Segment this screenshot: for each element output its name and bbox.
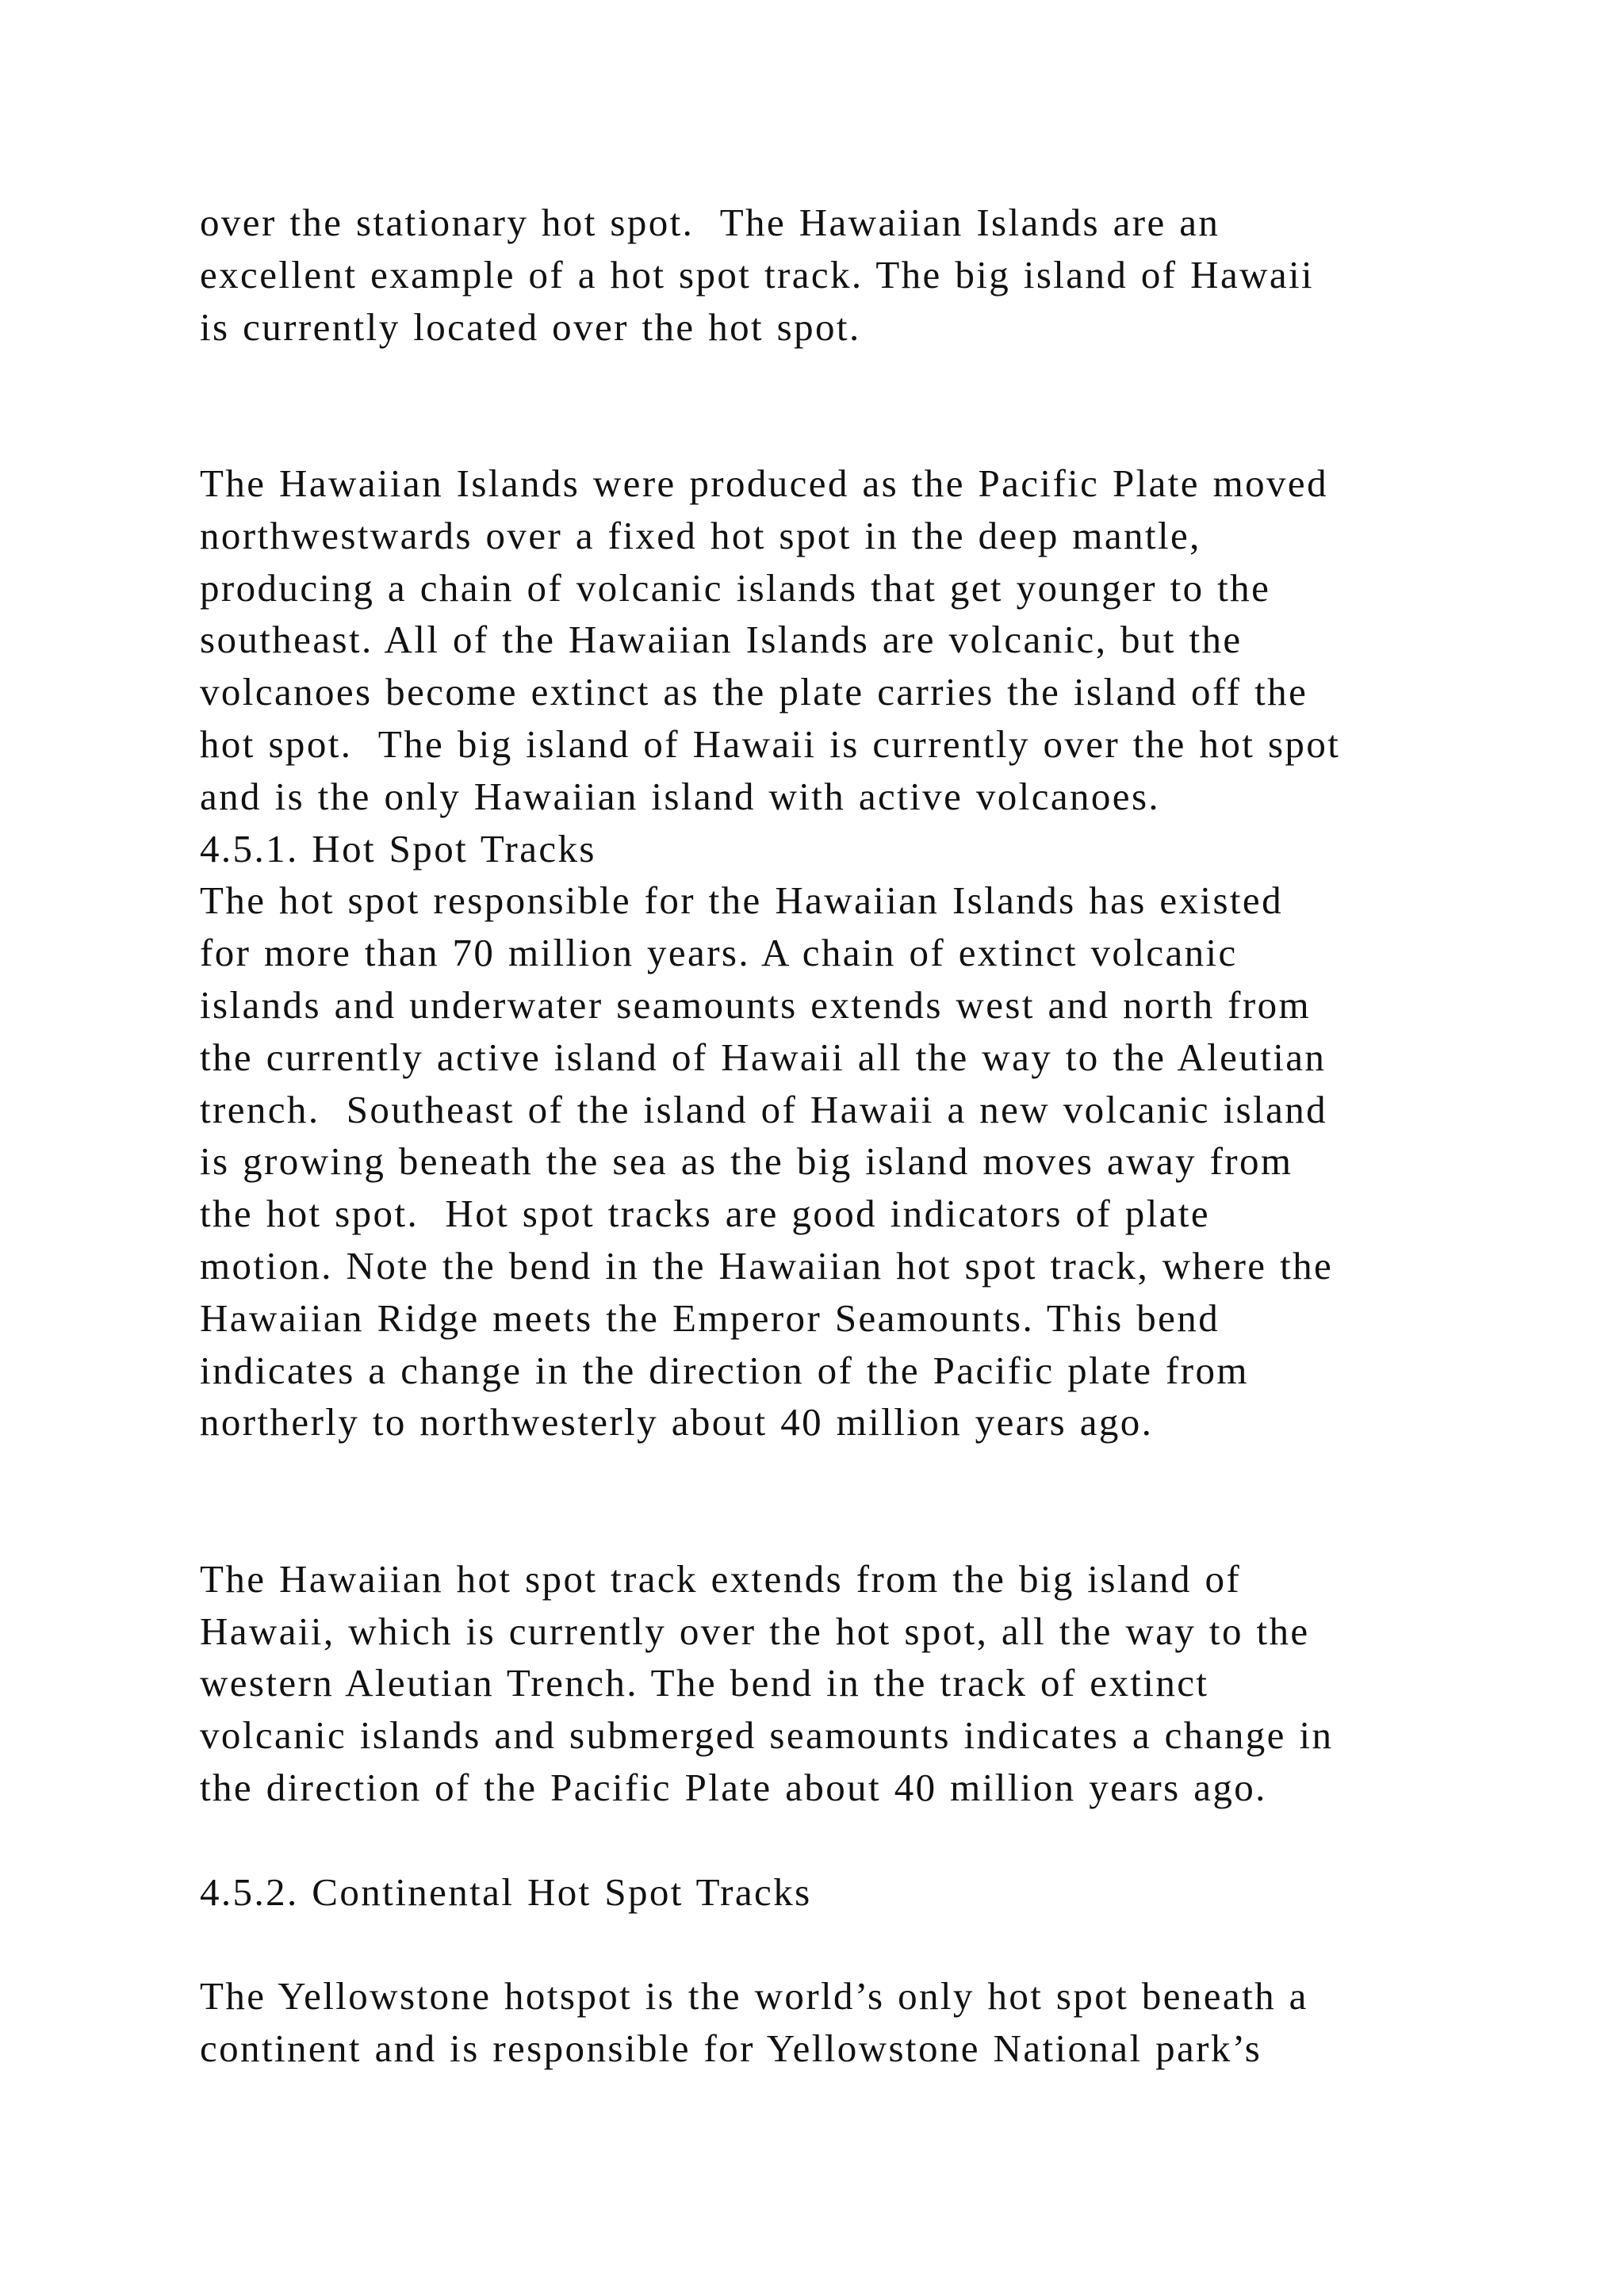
text-line: southeast. All of the Hawaiian Islands are volcanic, but the (200, 618, 1243, 662)
text-line: for more than 70 million years. A chain of extinct volcanic (200, 931, 1238, 975)
text-line: excellent example of a hot spot track. The big island of Hawaii (200, 252, 1315, 297)
text-line: hot spot. The big island of Hawaii is currently over the hot spot (200, 721, 1341, 766)
text-line: Hawaii, which is currently over the hot spot, all the way to the (200, 1609, 1310, 1653)
text-line: Hawaiian Ridge meets the Emperor Seamounts. This bend (200, 1295, 1220, 1340)
text-line: islands and underwater seamounts extends west and north from (200, 982, 1312, 1027)
paragraph-hawaiian-track-caption (200, 1553, 1508, 1814)
text-line: trench. Southeast of the island of Hawaii a new volcanic island (200, 1087, 1328, 1131)
text-line: and is the only Hawaiian island with active volcanoes. (200, 774, 1161, 818)
paragraph-spacer (200, 1918, 1508, 1970)
text-line: the currently active island of Hawaii all the way to the Aleutian (200, 1035, 1327, 1079)
text-line: producing a chain of volcanic islands that get younger to the (200, 565, 1271, 610)
paragraph-spacer (200, 1814, 1508, 1866)
text-line: volcanic islands and submerged seamounts indicates a change in (200, 1713, 1334, 1758)
paragraph-yellowstone (200, 1970, 1508, 2075)
text-line: The Hawaiian hot spot track extends from the big island of (200, 1556, 1242, 1601)
paragraph-hot-spot-intro (200, 197, 1508, 353)
heading-text: 4.5.2. Continental Hot Spot Tracks (200, 1869, 812, 1914)
text-line: the hot spot. Hot spot tracks are good indicators of plate (200, 1192, 1211, 1236)
text-line: northerly to northwesterly about 40 million years ago. (200, 1400, 1154, 1445)
text-line: motion. Note the bend in the Hawaiian hot spot track, where the (200, 1243, 1334, 1288)
paragraph-hot-spot-tracks (200, 874, 1508, 1448)
text-line: continent and is responsible for Yellowstone National park’s (200, 2026, 1262, 2070)
text-line: is growing beneath the sea as the big island moves away from (200, 1139, 1293, 1184)
paragraph-spacer (200, 1448, 1508, 1553)
text-line: The Hawaiian Islands were produced as the Pacific Plate moved (200, 461, 1328, 505)
text-line: northwestwards over a fixed hot spot in the deep mantle, (200, 513, 1201, 557)
text-line: the direction of the Pacific Plate about 40 million years ago. (200, 1765, 1267, 1809)
document-body (200, 197, 1508, 2075)
text-line: The hot spot responsible for the Hawaiian Islands has existed (200, 878, 1283, 923)
text-line: The Yellowstone hotspot is the world’s only hot spot beneath a (200, 1974, 1308, 2019)
section-heading-continental-hot-spot-tracks (200, 1866, 1508, 1919)
section-heading-hot-spot-tracks (200, 823, 1508, 875)
text-line: volcanoes become extinct as the plate carries the island off the (200, 670, 1308, 714)
text-line: indicates a change in the direction of the Pacific plate from (200, 1348, 1249, 1392)
text-line: over the stationary hot spot. The Hawaiian Islands are an (200, 201, 1220, 244)
text-line: is currently located over the hot spot. (200, 304, 861, 349)
paragraph-spacer (200, 353, 1508, 457)
heading-text: 4.5.1. Hot Spot Tracks (200, 826, 596, 871)
paragraph-hawaiian-islands (200, 457, 1508, 823)
text-line: western Aleutian Trench. The bend in the track of extinct (200, 1661, 1209, 1705)
